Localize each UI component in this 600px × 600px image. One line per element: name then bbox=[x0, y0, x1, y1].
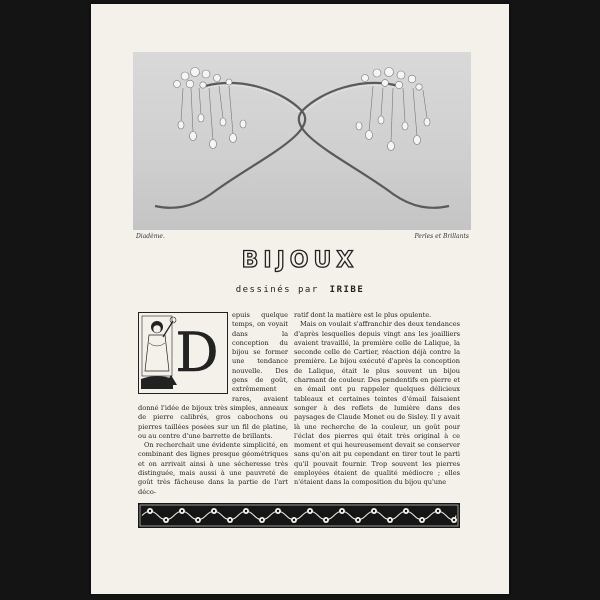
border-flower-center bbox=[309, 510, 311, 512]
article-title: BIJOUX bbox=[241, 248, 359, 273]
border-flower-center bbox=[421, 519, 423, 521]
paragraph-3: ratif dont la matière est le plus opulente. bbox=[294, 311, 432, 319]
border-flower-center bbox=[149, 510, 151, 512]
article-subtitle bbox=[91, 285, 509, 295]
border-flower-center bbox=[453, 519, 455, 521]
magazine-page bbox=[91, 4, 509, 594]
paragraph-2: On recherchait une évidente simplicité, en combinant des lignes presque géométriques et on arrivait ainsi à une sécheresse très distinguée, mais aussi à une pauvreté de goût très fâcheuse dans la partie de l'art déco- bbox=[138, 441, 288, 496]
border-flower-center bbox=[181, 510, 183, 512]
subtitle-author: IRIBE bbox=[329, 285, 365, 295]
drop-cap-letter: D bbox=[175, 321, 219, 384]
text-column-left bbox=[138, 311, 288, 497]
border-flower-center bbox=[373, 510, 375, 512]
subtitle-prefix: dessinés par bbox=[235, 285, 319, 295]
border-flower-center bbox=[293, 519, 295, 521]
border-flower-center bbox=[245, 510, 247, 512]
border-flower-center bbox=[229, 519, 231, 521]
paragraph-1: epuis quelque temps, on voyait dans la conception du bijou se former une tendance nouvelle. Des gens de goût, extrêmement rares, avaient donné l'idée de bijoux très simples, anneaux de pierre calibrés, gros cabochons ou pierres taillées posées sur un fil de platine, ou au centre d'une barrette de brillants. bbox=[138, 311, 288, 440]
floral-border bbox=[138, 503, 460, 528]
border-flower-center bbox=[213, 510, 215, 512]
border-flower-center bbox=[341, 510, 343, 512]
border-flower-center bbox=[357, 519, 359, 521]
border-flower-center bbox=[437, 510, 439, 512]
border-flower-center bbox=[389, 519, 391, 521]
diadem-photograph bbox=[133, 52, 471, 230]
paragraph-4: Mais on voulait s'affranchir des deux tendances d'après lesquelles depuis vingt ans les joailliers avaient travaillé, la première celle de Lalique, la seconde celle de Cartier, réaction déjà contre la première. Le bijou exécuté d'après la conception de Lalique, était le plus souvent un bijou charmant de couleur. Des pendentifs en pierre et en émail ont pu rappeler quelques délicieux tableaux et certaines teintes d'émail faisaient songer à des reflets de lumière dans des paysages de Claude Monet ou de Sisley. Il y avait là une recherche de la couleur, un goût pour l'éclat des pierres qui était très original à ce moment et qui heureusement devait se conserver sans qu'on ait pu cependant en tirer tout le parti qu'il pouvait fournir. Trop souvent les pierres employées étaient de qualité médiocre ; elles n'étaient dans la composition du bijou qu'une bbox=[294, 320, 460, 487]
border-flower-center bbox=[325, 519, 327, 521]
border-flower-center bbox=[261, 519, 263, 521]
photo-caption-left: Diadème. bbox=[136, 233, 165, 240]
photo-caption-right: Perles et Brillants bbox=[414, 233, 469, 240]
diadem-illustration bbox=[133, 52, 471, 230]
border-flower-center bbox=[277, 510, 279, 512]
border-flower-center bbox=[197, 519, 199, 521]
text-column-right bbox=[294, 311, 460, 488]
illustrated-drop-cap bbox=[138, 312, 228, 394]
border-flower-center bbox=[165, 519, 167, 521]
border-flower-center bbox=[405, 510, 407, 512]
